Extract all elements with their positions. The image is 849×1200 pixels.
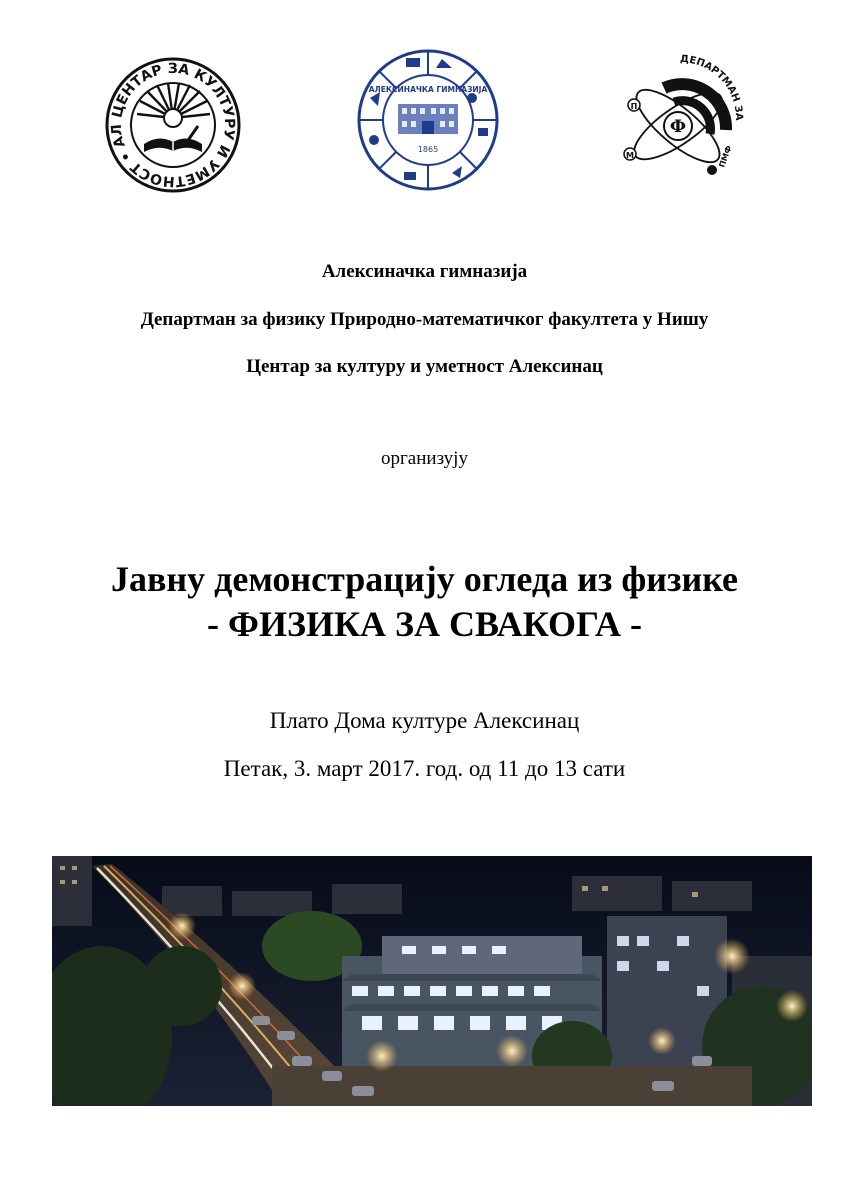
organizer-gymnasium: Алексиначка гимназија <box>321 261 528 282</box>
organizer-culture-center: Центар за културу и уметност Алексинац <box>246 356 603 377</box>
svg-text:АЛЕКСИНАЧКА ГИМНАЗИЈА: АЛЕКСИНАЧКА ГИМНАЗИЈА <box>368 85 488 94</box>
gymnasium-emblem-icon <box>356 48 500 192</box>
svg-text:ДЕПАРТМАН ЗА ФИЗИКУ: ДЕПАРТМАН ЗА <box>679 53 745 121</box>
event-subtitle: - ФИЗИКА ЗА СВАКОГА - <box>207 604 642 644</box>
svg-text:ПМФ: ПМФ <box>717 144 734 169</box>
organizer-physics-department: Департман за физику Природно-математичког факултета у Нишу <box>140 309 709 330</box>
svg-text:Ф: Ф <box>669 117 687 137</box>
organize-verb: организују <box>381 448 468 469</box>
physics-department-logo <box>612 50 748 186</box>
culture-center-logo <box>104 56 242 194</box>
svg-text:1865: 1865 <box>417 145 439 154</box>
svg-text:П: П <box>630 102 638 111</box>
event-datetime: Петак, 3. март 2017. год. од 11 до 13 сати <box>223 756 626 781</box>
event-venue: Плато Дома културе Алексинац <box>269 708 580 733</box>
physics-department-atom-icon <box>612 50 748 186</box>
svg-text:М: М <box>626 151 634 160</box>
center-for-culture-seal-icon <box>104 56 242 194</box>
event-title: Јавну демонстрацију огледа из физике <box>110 559 739 599</box>
svg-text:ЦЕНТАР ЗА КУЛТУРУ И УМЕТНОСТ •: ЦЕНТАР ЗА КУЛТУРУ И УМЕТНОСТ • АЛ <box>108 60 238 190</box>
gymnasium-logo <box>356 48 500 192</box>
night-city-photo <box>52 856 812 1106</box>
